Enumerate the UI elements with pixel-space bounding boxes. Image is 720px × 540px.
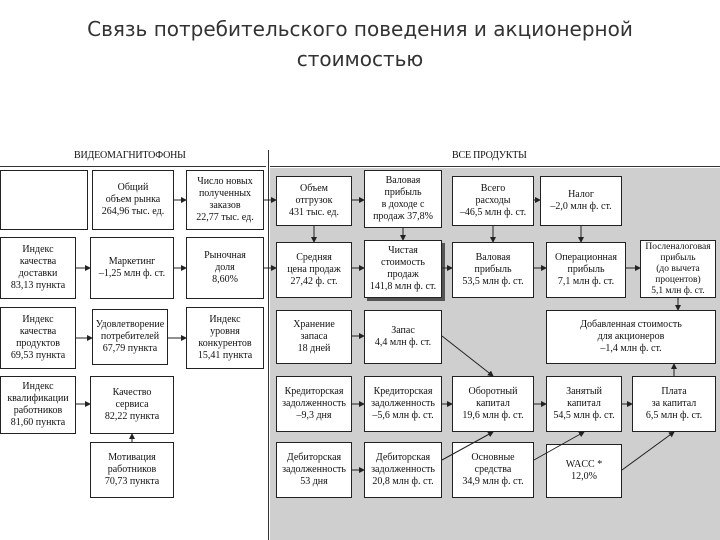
service-quality-box: Качество сервиса 82,22 пункта <box>90 376 174 434</box>
market-volume-box: Общий объем рынка 264,96 тыс. ед. <box>92 170 174 230</box>
motivation-box: Мотивация работников 70,73 пункта <box>90 442 174 498</box>
net-sales-box: Чистая стоимость продаж 141,8 млн ф. ст. <box>364 240 442 298</box>
after-tax-profit-box: Посленалоговая прибыль (до вычета процентов) 5,1 млн ф. ст. <box>640 240 716 298</box>
capital-charge-box: Плата за капитал 6,5 млн ф. ст. <box>632 376 716 432</box>
header-rule-right <box>270 166 720 167</box>
page-title: Связь потребительского поведения и акционерной стоимостью <box>87 17 633 71</box>
marketing-box: Маркетинг –1,25 млн ф. ст. <box>90 237 174 299</box>
new-orders-box: Число новых полученных заказов 22,77 тыс. ед. <box>186 170 264 230</box>
working-capital-box: Оборотный капитал 19,6 млн ф. ст. <box>452 376 534 432</box>
staff-index-box: Индекс квалификации работников 81,60 пункта <box>0 376 76 434</box>
header-vcr: ВИДЕОМАГНИТОФОНЫ <box>74 150 186 161</box>
satisfaction-box: Удовлетворение потребителей 67,79 пункта <box>92 309 168 365</box>
tax-box: Налог –2,0 млн ф. ст. <box>540 176 622 226</box>
creditor-amount-box: Кредиторская задолженность –5,6 млн ф. ст. <box>364 376 442 432</box>
employed-capital-box: Занятый капитал 54,5 млн ф. ст. <box>546 376 622 432</box>
header-all-products: ВСЕ ПРОДУКТЫ <box>452 150 527 161</box>
header-rule-left <box>0 166 266 167</box>
debtor-days-box: Дебиторская задолженность 53 дня <box>276 442 352 498</box>
left-blank-box <box>0 170 88 230</box>
delivery-index-box: Индекс качества доставки 83,13 пункта <box>0 237 76 299</box>
operating-profit-box: Операционная прибыль 7,1 млн ф. ст. <box>546 242 626 298</box>
fixed-assets-box: Основные средства 34,9 млн ф. ст. <box>452 442 534 498</box>
debtor-amount-box: Дебиторская задолженность 20,8 млн ф. ст. <box>364 442 442 498</box>
value-added-box: Добавленная стоимость для акционеров –1,4 млн ф. ст. <box>546 310 716 364</box>
gross-profit-share-box: Валовая прибыль в доходе с продаж 37,8% <box>364 170 442 228</box>
gross-profit-box: Валовая прибыль 53,5 млн ф. ст. <box>452 242 534 298</box>
product-index-box: Индекс качества продуктов 69,53 пункта <box>0 307 76 369</box>
avg-price-box: Средняя цена продаж 27,42 ф. ст. <box>276 242 352 298</box>
competitor-index-box: Индекс уровня конкурентов 15,41 пункта <box>186 307 264 369</box>
storage-box: Хранение запаса 18 дней <box>276 310 352 364</box>
stock-box: Запас 4,4 млн ф. ст. <box>364 310 442 364</box>
shipments-box: Объем отгрузок 431 тыс. ед. <box>276 176 352 226</box>
market-share-box: Рыночная доля 8,60% <box>186 237 264 299</box>
wacc-box: WACC * 12,0% <box>546 444 622 498</box>
total-costs-box: Всего расходы –46,5 млн ф. ст. <box>452 176 534 226</box>
creditor-days-box: Кредиторская задолженность –9,3 дня <box>276 376 352 432</box>
section-divider <box>268 150 269 540</box>
